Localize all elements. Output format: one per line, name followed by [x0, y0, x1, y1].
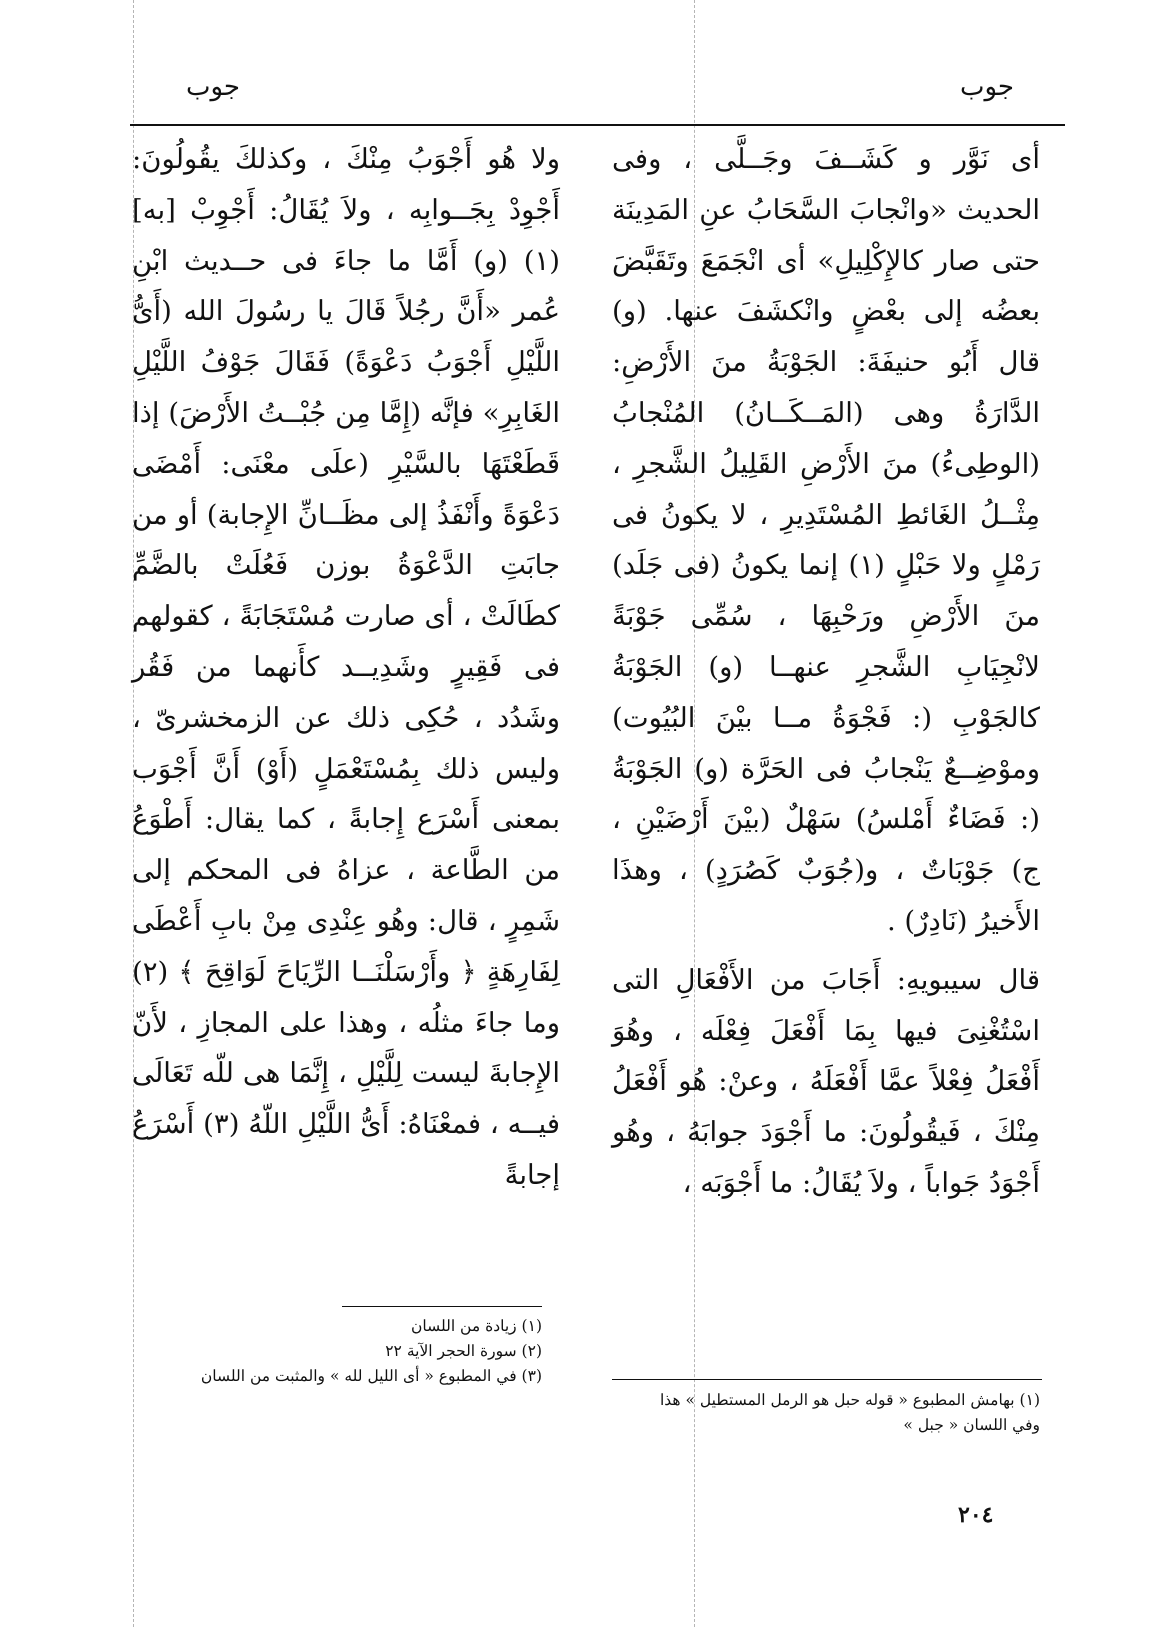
left-footnote-2: (٢) سورة الحجر الآية ٢٢: [385, 1342, 542, 1360]
left-footnote-1: (١) زيادة من اللسان: [411, 1317, 542, 1335]
header-right-word: جوب: [960, 72, 1014, 102]
header-left-word: جوب: [186, 72, 240, 102]
header-rule: [130, 124, 1065, 126]
page-number: ٢٠٤: [958, 1502, 994, 1528]
right-footnote-1: (١) بهامش المطبوع « قوله حبل هو الرمل المستطيل » هذا: [659, 1391, 1040, 1409]
left-column: [132, 134, 560, 1201]
left-footnote-3: (٣) في المطبوع « أى الليل لله » والمثبت من اللسان: [200, 1367, 542, 1385]
right-footnotes: [614, 1388, 1040, 1438]
left-footnotes: [172, 1314, 542, 1389]
left-paragraph-1: ولا هُو أَجْوَبُ مِنْكَ ، وكذلكَ يقُولُونَ: أَجْوِدْ بِجَــوابِه ، ولاَ يُقَالُ: أَجْوِبْ [به] (١) (و) أَمَّا ما جاءَ فى حــديث ابْنِ عُمر «أَنَّ رجُلاً قَالَ يا رسُولَ الله (أَىُّ اللَّيْلِ أَجْوَبُ دَعْوَةً) فَقَالَ جَوْفُ اللَّيْلِ الغَابِرِ» فإنَّه (إِمَّا مِن جُبْــتُ الأَرْضَ) إذا قَطَعْتَهَا بالسَّيْرِ (علَى معْنَى: أَمْضَى دَعْوَةً وأَنْفَذُ إلى مظَــانِّ الإِجابة) أو من جابَتِ الدَّعْوَةُ بوزن فَعُلَتْ بالضَّمِّ كطَالَتْ ، أى صارت مُسْتَجَابَةً ، كقولهم فى فَقِيرٍ وشَدِيــد كأَنهما من فَقُر وشَدُد ، حُكِى ذلك عن الزمخشرىّ ، وليس ذلك بِمُسْتَعْمَلٍ (أَوْ) أَنَّ أَجْوَب بمعنى أَسْرَع إِجابةً ، كما يقال: أَطْوَعُ من الطَّاعة ، عزاهُ فى المحكم إلى شَمِرٍ ، قال: وهُو عِنْدِى مِنْ بابِ أَعْطَى لِفَارِهَةٍ ﴿ وأَرْسَلْنَــا الرِّيَاحَ لَوَاقِحَ ﴾ (٢) وما جاءَ مثلُه ، وهذا على المجازِ ، لأَنّ الإِجابةَ ليست لِلَّيْلِ ، إِنَّمَا هى للّه تَعَالَى فيــه ، فمعْنَاهُ: أَىُّ اللَّيْلِ اللّهُ (٣) أَسْرَعُ إجابةً: [132, 143, 560, 1191]
left-footnote-rule: [342, 1306, 542, 1307]
right-paragraph-1: أى نَوَّر و كَشَــفَ وجَــلَّى ، وفى الحديث «وانْجابَ السَّحَابُ عنِ المَدِينَة حتى صار كالإِكْلِيلِ» أى انْجَمَعَ وتَقَبَّضَ بعضُه إلى بعْضٍ وانْكشَفَ عنها. (و) قال أَبُو حنيفَةَ: الجَوْبَةُ منَ الأَرْضِ: الدَّارَةُ وهى (المَــكَــانُ) المُنْجابُ (الوطِىءُ) منَ الأَرْضِ القَلِيلُ الشَّجرِ ، مِثْــلُ الغَائطِ المُسْتَدِيرِ ، لا يكونُ فى رَمْلٍ ولا حَبْلٍ (١) إنما يكونُ (فى جَلَد) منَ الأَرْضِ ورَحْبِهَا ، سُمِّى جَوْبَةً لانْجِيَابِ الشَّجرِ عنهــا (و) الجَوْبَةُ كالجَوْبِ (: فَجْوَةُ مــا بيْنَ البُيُوت) وموْضِــعٌ يَنْجابُ فى الحَرَّة (و) الجَوْبَةُ (: فَضَاءٌ أَمْلسُ) سَهْلٌ (بيْنَ أَرْضَيْنِ ، ج) جَوْبَاتٌ ، و(جُوَبٌ كَصُرَدٍ) ، وهذَا الأَخيرُ (نَادِرٌ) .: [612, 143, 1040, 937]
right-column: [612, 134, 1040, 1209]
right-footnote-1-cont: وفي اللسان « جبل »: [903, 1416, 1040, 1434]
right-paragraph-2: قال سيبويهِ: أَجَابَ من الأَفْعَالِ التى اسْتُغْنِىَ فيها بِمَا أَفْعَلَ فِعْلَه ، وهُوَ أَفْعَلُ فِعْلاً عمَّا أَفْعَلَهُ ، وعنْ: هُو أَفْعَلُ مِنْكَ ، فَيقُولُونَ: ما أَجْوَدَ جوابَهُ ، وهُو أَجْوَدُ جَواباً ، ولاَ يُقَالُ: ما أَجْوَبَه ،: [612, 963, 1040, 1199]
right-footnote-rule: [612, 1379, 1042, 1380]
